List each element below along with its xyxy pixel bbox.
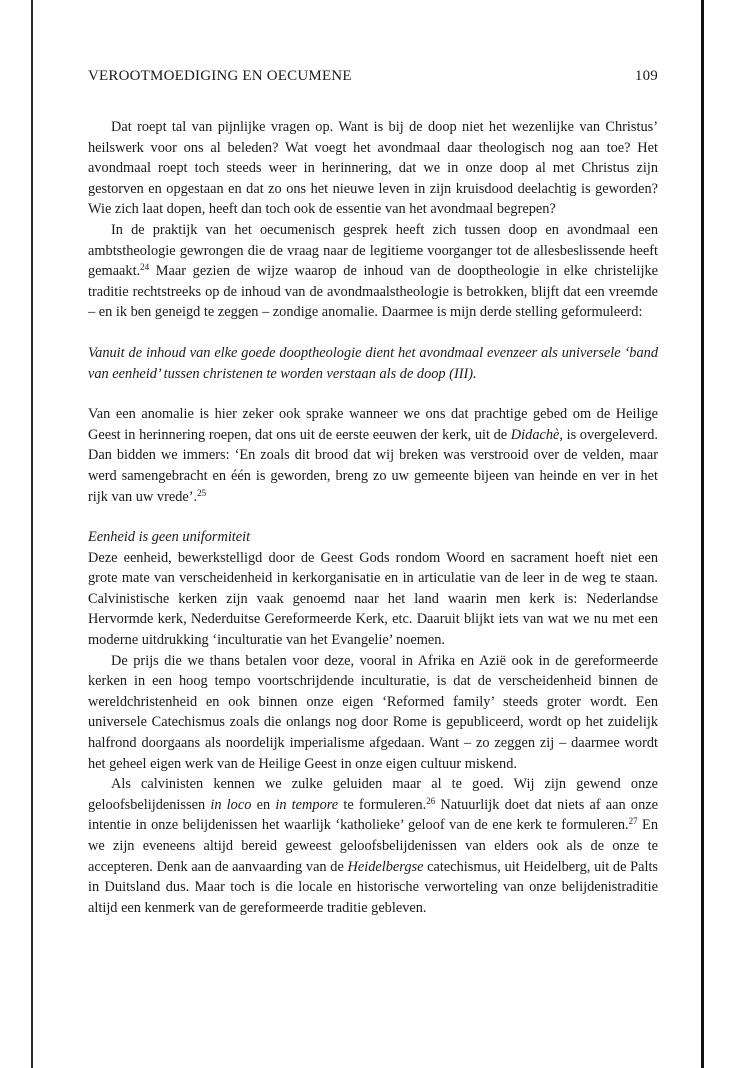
heidelbergse-title: Heidelbergse	[347, 858, 424, 875]
paragraph-6-text-a: Als calvinisten kennen we zulke geluiden maar al te goed. Wij zijn gewend onze geloofsbelijdenissen	[88, 776, 658, 813]
paragraph-3-text-a: Van een anomalie is hier zeker ook sprake wanneer we ons dat prachtige gebed om de Heilige Geest in herinnering roepen, dat ons uit de eerste eeuwen der kerk, uit de	[88, 406, 658, 443]
footnote-ref-27: 27	[628, 816, 638, 827]
paragraph-6-text-e: En we zijn eveneens altijd bereid geweest geloofsbelijdenissen van elders ook als de onze te accepteren. Denk aan de aanvaarding van de	[88, 817, 658, 875]
in-loco: in loco	[210, 796, 252, 813]
paragraph-2-text-a: In de praktijk van het oecumenisch gesprek heeft zich tussen doop en avondmaal een ambtstheologie gewrongen die de vraag naar de legitieme voorganger tot de allesbeslissende heeft gemaakt.	[88, 221, 658, 280]
paragraph-2-text-b: Maar gezien de wijze waarop de inhoud van de dooptheologie in elke christelijke traditie rechtstreeks op de inhoud van de avondmaalstheologie is betrokken, blijft dat een vreemde – en ik ben geneigd te zeggen – zondige anomalie. Daarmee is mijn derde stelling geformuleerd:	[88, 263, 658, 321]
paragraph-2	[88, 220, 658, 323]
paragraph-6-text-d: Natuurlijk doet dat niets af aan onze intentie in onze belijdenissen het waarlijk ‘katholieke’ geloof van de ene kerk te formuleren.	[88, 796, 658, 834]
in-tempore: in tempore	[275, 796, 339, 813]
paragraph-6-text-b: en	[251, 796, 276, 813]
footnote-ref-24: 24	[140, 262, 150, 273]
didache-title: Didachè	[510, 426, 560, 443]
footnote-ref-26: 26	[426, 795, 436, 806]
paragraph-6	[88, 774, 658, 918]
page-right-edge	[701, 0, 704, 1068]
running-title: VEROOTMOEDIGING EN OECUMENE	[88, 68, 352, 84]
page-number: 109	[634, 68, 658, 84]
page-body	[88, 117, 658, 918]
paragraph-3	[88, 404, 658, 507]
thesis-statement: Vanuit de inhoud van elke goede dooptheologie dient het avondmaal evenzeer als universele ‘band van eenheid’ tussen christenen te worden verstaan als de doop (III).	[88, 344, 658, 382]
paragraph-1: Dat roept tal van pijnlijke vragen op. Want is bij de doop niet het wezenlijke van Christus’ heilswerk voor ons al beleden? Wat voegt het avondmaal daar theologisch nog aan toe? Het avondmaal roept toch steeds weer in herinnering, dat we in onze doop al met Christus zijn gestorven en opgestaan en dat zo ons het nieuwe leven in zijn kruisdood deelachtig is geworden? Wie zich laat dopen, heeft dan toch ook de essentie van het avondmaal begrepen?	[88, 119, 658, 218]
paragraph-3-text-b: , is overgeleverd. Dan bidden we immers: ‘En zoals dit brood dat wij breken was verstrooid over de velden, maar werd samengebracht en één is geworden, breng zo uw gemeente bijeen van heinde en ver in het rijk van uw vrede’.	[88, 426, 658, 505]
section-heading: Eenheid is geen uniformiteit	[88, 529, 251, 546]
paragraph-5: De prijs die we thans betalen voor deze, vooral in Afrika en Azië ook in de gereformeerde kerken in een hoog tempo voortschrijdende inculturatie, is dat de verscheidenheid binnen de wereldchristenheid en ook binnen onze eigen ‘Reformed family’ steeds groter wordt. Een universele Catechismus zoals die onlangs nog door Rome is gepubliceerd, wordt op het zuidelijk halfrond doorgaans als noordelijk imperialisme afgedaan. Want – zo zeggen zij – daarmee wordt het geheel eigen werk van de Heilige Geest in onze eigen cultuur miskend.	[88, 652, 658, 772]
paragraph-4: Deze eenheid, bewerkstelligd door de Geest Gods rondom Woord en sacrament hoeft niet een grote mate van verscheidenheid in kerkorganisatie en in articulatie van de leer in de weg te staan. Calvinistische kerken zijn vaak genoemd naar het land waarin men kerk is: Nederlandse Hervormde kerk, Nederduitse Gereformeerde Kerk, etc. Daaruit blijkt iets van wat we nu met een moderne uitdrukking ‘inculturatie van het Evangelie’ noemen.	[88, 549, 658, 649]
paragraph-6-text-c: te formuleren.	[338, 796, 427, 813]
paragraph-6-text-f: catechismus, uit Heidelberg, uit de Palts in Duitsland dus. Maar toch is die locale en historische verworteling van onze belijdenistraditie altijd een kenmerk van de gereformeerde traditie gebleven.	[88, 858, 659, 916]
footnote-ref-25: 25	[197, 487, 207, 498]
page-left-edge	[31, 0, 33, 1068]
